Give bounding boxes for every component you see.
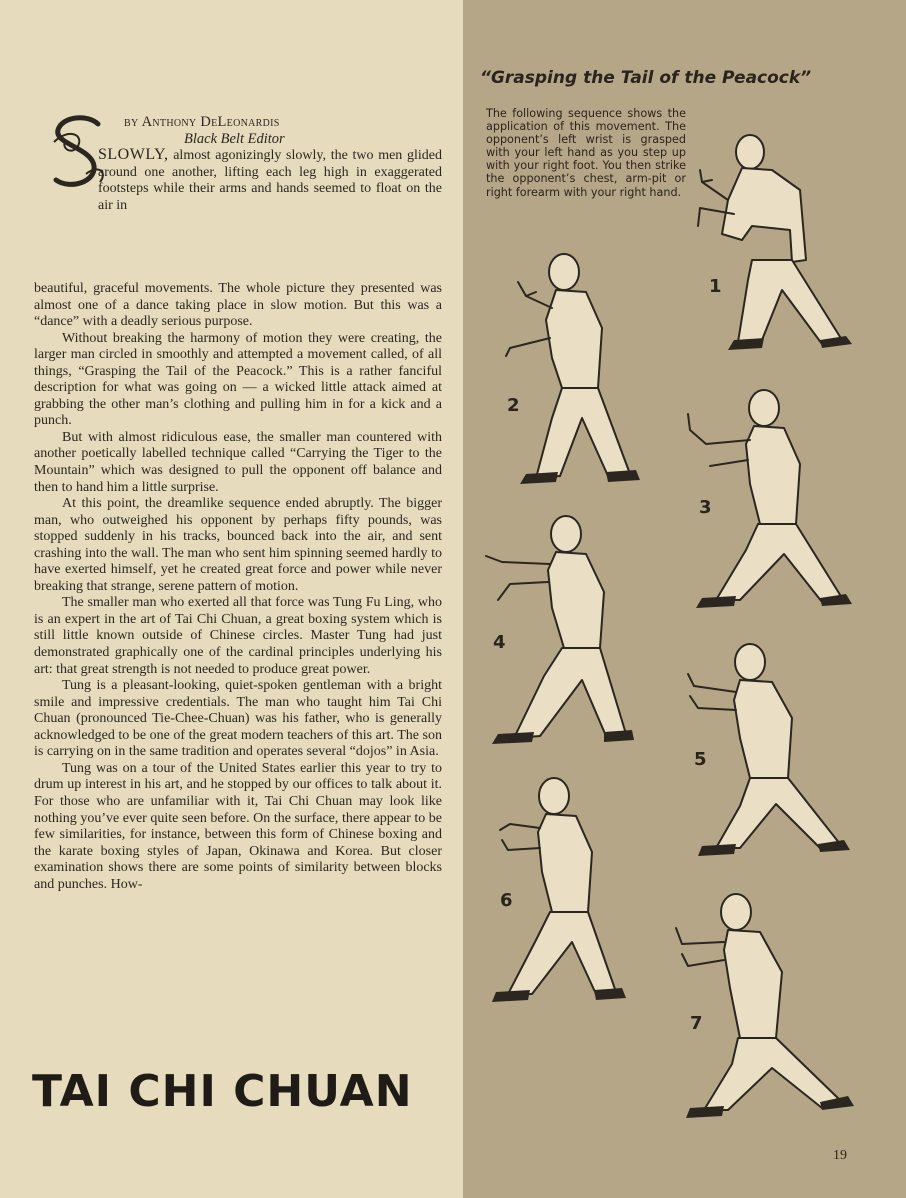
article-title: TAI CHI CHUAN	[32, 1066, 413, 1117]
lead-paragraph	[78, 147, 442, 214]
figure-number-6: 6	[500, 890, 513, 911]
tai-chi-figure-7-illustration	[672, 888, 858, 1128]
page-number: 19	[833, 1148, 847, 1163]
figure-number-7: 7	[690, 1013, 703, 1034]
article-paragraph: Without breaking the harmony of motion they were creating, the larger man circled in smoothly and attempted a movement called, of all things, “Grasping the Tail of the Peacock.” This is a rather fanciful description for what was going on — a wicked little attack aimed at grabbing the other man’s clothing and pulling him in for a kick and a punch.	[34, 330, 442, 429]
tai-chi-figure-2-illustration	[490, 248, 660, 488]
figure-number-2: 2	[507, 395, 520, 416]
article-paragraph: At this point, the dreamlike sequence ended abruptly. The bigger man, who outweighed his opponent by perhaps fifty pounds, was stopped suddenly in his tracks, bounced back into the air, and sent crashing into the wall. The man who sent him spinning seemed hardly to have exerted himself, yet he created great force and power while never breaking that strange, serene pattern of motion.	[34, 496, 442, 594]
figure-number-5: 5	[694, 749, 707, 770]
author-role: Black Belt Editor	[184, 131, 285, 147]
article-intro	[78, 147, 442, 214]
sidebar-title: “Grasping the Tail of the Peacock”	[480, 68, 812, 88]
figure-number-3: 3	[699, 497, 712, 518]
tai-chi-figure-1-illustration	[682, 130, 862, 370]
article-body	[34, 281, 442, 893]
sidebar-caption: The following sequence shows the application of this movement. The opponent’s left wrist is grasped with your left hand as you step up with your right foot. You then strike the opponent’s chest, arm-pit or right forearm with your right hand.	[486, 107, 686, 199]
article-paragraph: Tung was on a tour of the United States earlier this year to try to drum up interest in his art, and he stopped by our offices to talk about it. For those who are unfamiliar with it, Tai Chi Chuan may look like nothing you’ve ever quite seen before. On the surface, there appear to be few similarities, for instance, between this form of Chinese boxing and the karate boxing styles of Japan, Okinawa and Korea. But closer examination shows there are some points of similarity between blocks and punches. How-	[34, 760, 442, 892]
tai-chi-figure-4-illustration	[478, 508, 658, 748]
author-name: by Anthony DeLeonardis	[124, 114, 280, 130]
figure-number-4: 4	[493, 632, 506, 653]
tai-chi-figure-6-illustration	[492, 772, 662, 1008]
lead-word: SLOWLY,	[98, 146, 169, 163]
byline	[124, 114, 285, 148]
lead-paragraph-continued: beautiful, graceful movements. The whole picture they presented was almost one of a dance taking place in slow motion. But this was a “dance” with a deadly serious purpose.	[34, 281, 442, 330]
article-paragraph: Tung is a pleasant-looking, quiet-spoken gentleman with a bright smile and impressive credentials. The man who taught him Tai Chi Chuan (pronounced Tie-Chee-Chuan) was his father, who is generally acknowledged to be one of the great modern teachers of this art. The son is carrying on in the same tradition and operates several “dojos” in Asia.	[34, 678, 442, 760]
figure-number-1: 1	[709, 276, 722, 297]
lead-paragraph-text: almost agonizingly slowly, the two men glided around one another, lifting each leg high in exaggerated footsteps while their arms and hands seemed to float on the air in	[98, 148, 443, 213]
article-paragraph: The smaller man who exerted all that force was Tung Fu Ling, who is an expert in the art of Tai Chi Chuan, a great boxing system which is still little known outside of Chinese circles. Master Tung had just demonstrated graphically one of the cardinal principles underlying his art: that great strength is not needed to produce great power.	[34, 595, 442, 677]
article-paragraph: But with almost ridiculous ease, the smaller man countered with another poetically labelled technique called “Carrying the Tiger to the Mountain” which was designed to pull the opponent off balance and then to hand him a little surprise.	[34, 429, 442, 495]
